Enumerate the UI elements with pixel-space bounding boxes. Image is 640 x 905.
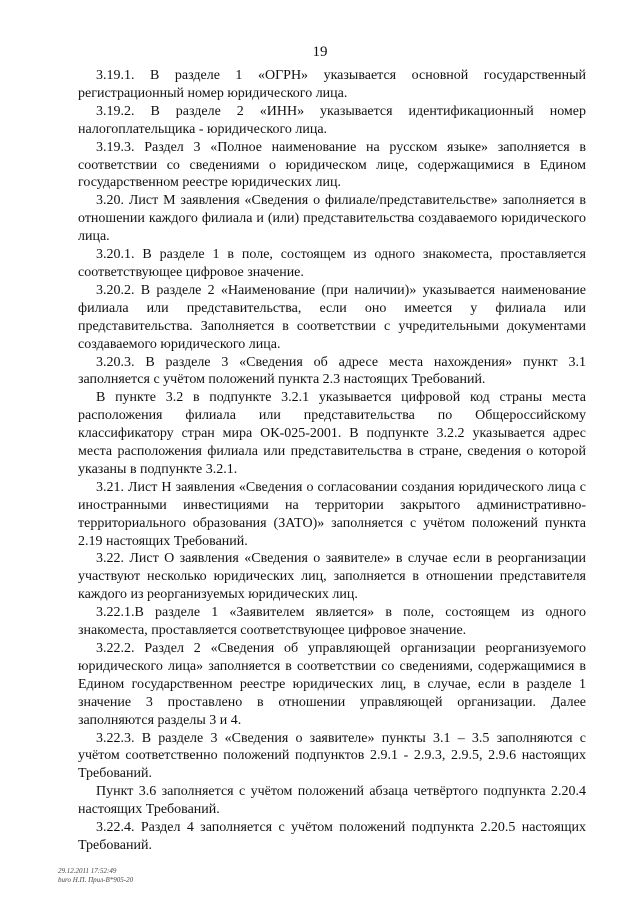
document-footer-stamp bbox=[58, 867, 133, 885]
footer-timestamp: 29.12.2011 17:52:49 bbox=[58, 867, 117, 875]
paragraph-3-20-3: 3.20.3. В разделе 3 «Сведения об адресе места нахождения» пункт 3.1 заполняется с учётом положений пункта 2.3 настоящих Требований. bbox=[78, 354, 586, 388]
paragraph-3-20: 3.20. Лист М заявления «Сведения о филиале/представительстве» заполняется в отношении каждого филиала и (или) представительства создаваемого юридического лица. bbox=[78, 193, 586, 245]
page-number: 19 bbox=[312, 44, 328, 60]
paragraph-3-19-2: 3.19.2. В разделе 2 «ИНН» указывается идентификационный номер налогоплательщика - юридического лица. bbox=[78, 103, 586, 137]
paragraph-3-22-3-continued: Пункт 3.6 заполняется с учётом положений абзаца четвёртого подпункта 2.20.4 настоящих Требований. bbox=[78, 784, 586, 818]
paragraph-3-21: 3.21. Лист Н заявления «Сведения о согласовании создания юридического лица с иностранными инвестициями на территории закрытого административно-территориального образования (ЗАТО)» заполняется с учётом положений пункта 2.19 настоящих Требований. bbox=[78, 479, 586, 549]
paragraph-3-19-1: 3.19.1. В разделе 1 «ОГРН» указывается основной государственный регистрационный номер юридического лица. bbox=[78, 68, 586, 101]
paragraph-3-22: 3.22. Лист О заявления «Сведения о заявителе» в случае если в реорганизации участвуют несколько юридических лиц, заполняется в отношении представителя каждого из реорганизуемых юридических лиц. bbox=[78, 551, 586, 603]
footer-file-reference: buro Н.П. Прил-В*905-20 bbox=[58, 876, 134, 884]
paragraph-3-20-2: 3.20.2. В разделе 2 «Наименование (при наличии)» указывается наименование филиала или представительства, если оно имеется у филиала или представительства. Заполняется в соответствии с учредительными документами создаваемого юридического лица. bbox=[78, 282, 586, 352]
paragraph-3-22-4: 3.22.4. Раздел 4 заполняется с учётом положений подпункта 2.20.5 настоящих Требований. bbox=[78, 820, 586, 853]
paragraph-3-22-1: 3.22.1.В разделе 1 «Заявителем является» в поле, состоящем из одного знакоместа, проставляется соответствующее цифровое значение. bbox=[78, 605, 586, 639]
paragraph-3-22-2: 3.22.2. Раздел 2 «Сведения об управляющей организации реорганизуемого юридического лица» заполняется в соответствии со сведениями, содержащимися в Едином государственном реестре юридических лиц, в случае, если в разделе 1 значение 3 проставлено в отношении управляющей организации. Далее заполняются разделы 3 и 4. bbox=[78, 641, 586, 728]
paragraph-3-22-3: 3.22.3. В разделе 3 «Сведения о заявителе» пункты 3.1 – 3.5 заполняются с учётом соответственно положений подпунктов 2.9.1 - 2.9.3, 2.9.5, 2.9.6 настоящих Требований. bbox=[78, 730, 586, 782]
paragraph-3-20-3-continued: В пункте 3.2 в подпункте 3.2.1 указывается цифровой код страны места расположения филиала или представительства по Общероссийскому классификатору стран мира ОК-025-2001. В подпункте 3.2.2 указывается адрес места расположения филиала или представительства в стране, сведения о которой указаны в подпункте 3.2.1. bbox=[78, 390, 586, 477]
document-body bbox=[78, 67, 586, 855]
paragraph-3-19-3: 3.19.3. Раздел 3 «Полное наименование на русском языке» заполняется в соответствии со сведениями о юридическом лице, содержащимися в Едином государственном реестре юридических лиц. bbox=[78, 139, 586, 191]
paragraph-3-20-1: 3.20.1. В разделе 1 в поле, состоящем из одного знакоместа, проставляется соответствующее цифровое значение. bbox=[78, 247, 586, 280]
